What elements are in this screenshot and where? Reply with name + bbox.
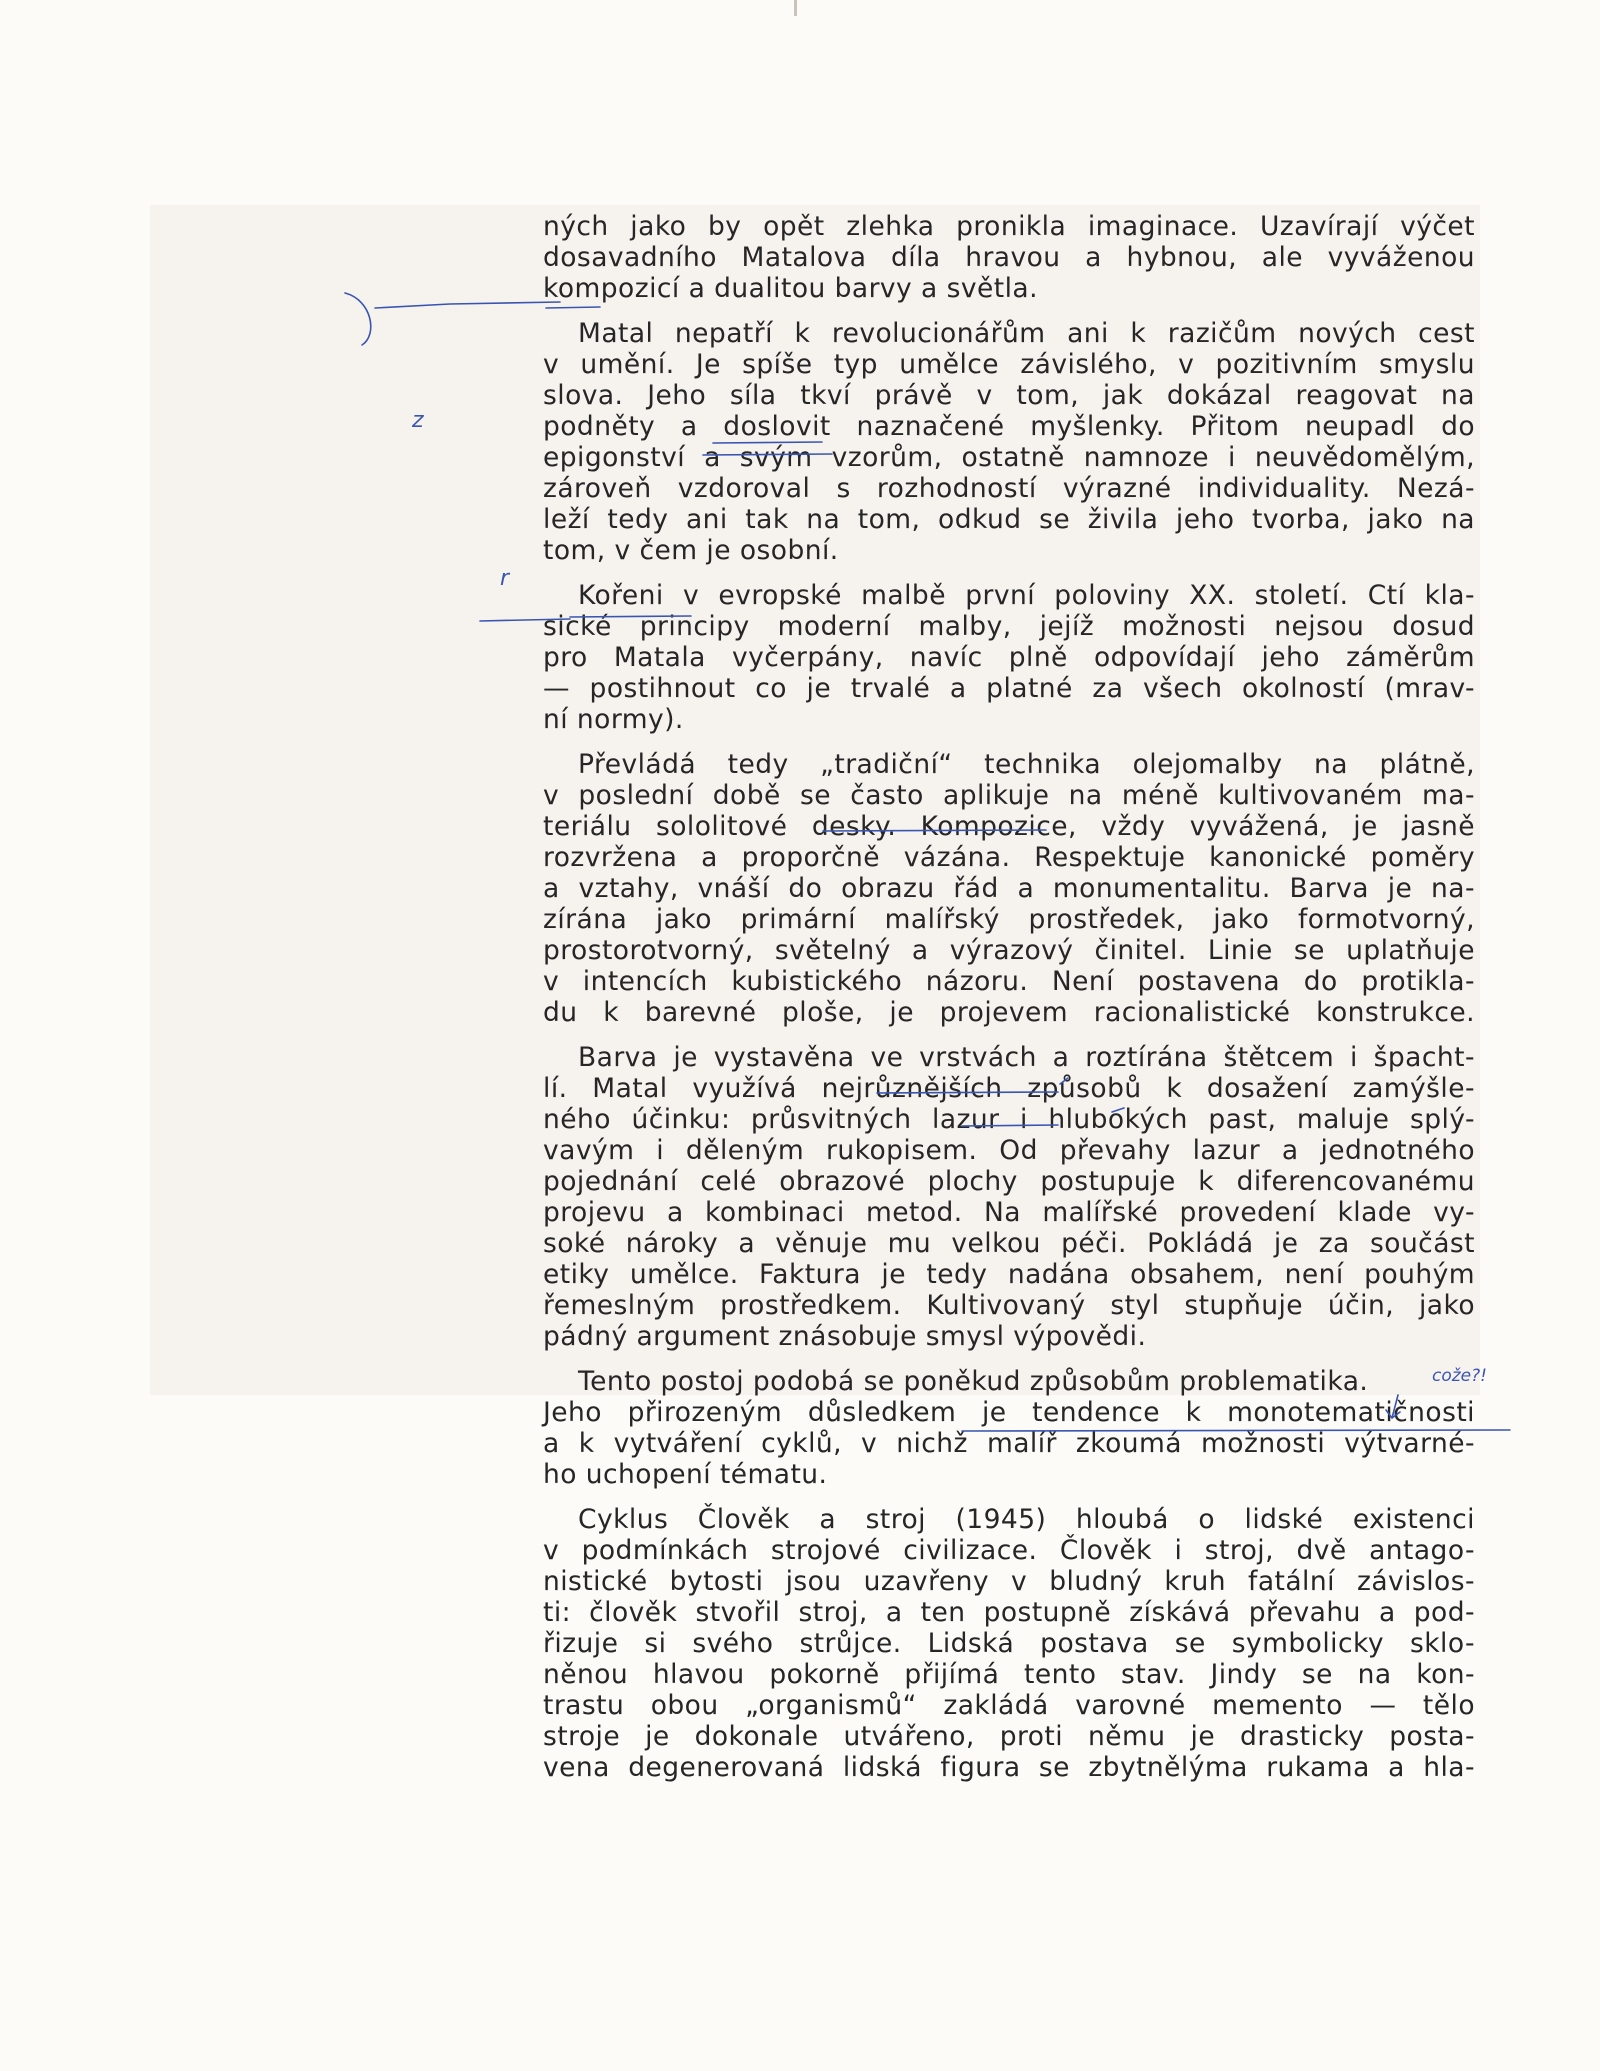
- text-line: soké nároky a věnuje mu velkou péči. Pokládá je za součást: [543, 1228, 1475, 1259]
- underline-mark: [703, 454, 832, 455]
- underline-mark: [570, 616, 691, 617]
- text-line: a k vytváření cyklů, v nichž malíř zkoumá možnosti výtvarné-: [543, 1428, 1475, 1459]
- text-line: něnou hlavou pokorně přijímá tento stav. Jindy se na kon-: [543, 1659, 1475, 1690]
- strike-mark: [1112, 1108, 1124, 1112]
- underline-mark: [962, 1430, 1510, 1431]
- link-line: [375, 302, 560, 308]
- text-line: Převládá tedy „tradiční“ technika olejomalby na plátně,: [578, 749, 1475, 780]
- text-line: pro Matala vyčerpány, navíc plně odpovídají jeho záměrům: [543, 642, 1475, 673]
- arrow-line: [480, 619, 570, 621]
- text-line: lí. Matal využívá nejrůznějších způsobů k dosažení zamýšle-: [543, 1073, 1475, 1104]
- bracket-mark: [345, 293, 371, 345]
- text-line: epigonství a svým vzorům, ostatně namnoze i neuvědomělým,: [543, 442, 1475, 473]
- text-line: ného účinku: průsvitných lazur i hlubokých past, maluje splý-: [543, 1104, 1475, 1135]
- text-line: Matal nepatří k revolucionářům ani k razičům nových cest: [578, 318, 1475, 349]
- text-line: v poslední době se často aplikuje na méně kultivovaném ma-: [543, 780, 1475, 811]
- text-line: ní normy).: [543, 704, 684, 735]
- text-line: Kořeni v evropské malbě první poloviny XX. století. Ctí kla-: [578, 580, 1475, 611]
- underline-mark: [877, 1092, 1058, 1093]
- arrow-mark: [1386, 1395, 1400, 1418]
- margin-annotation-r: r: [500, 566, 510, 591]
- text-line: du k barevné ploše, je projevem racionalistické konstrukce.: [543, 997, 1475, 1028]
- text-line: zároveň vzdoroval s rozhodností výrazné individuality. Nezá-: [543, 473, 1475, 504]
- underline-mark: [823, 830, 1046, 831]
- text-line: pojednání celé obrazové plochy postupuje k diferencovanému: [543, 1166, 1475, 1197]
- tick-mark: [1060, 1078, 1068, 1084]
- text-line: ných jako by opět zlehka pronikla imaginace. Uzavírají výčet: [543, 211, 1475, 242]
- text-line: prostorotvorný, světelný a výrazový činitel. Linie se uplatňuje: [543, 935, 1475, 966]
- text-line: Cyklus Člověk a stroj (1945) hloubá o lidské existenci: [578, 1504, 1475, 1535]
- text-line: v umění. Je spíše typ umělce závislého, v pozitivním smyslu: [543, 349, 1475, 380]
- text-line: teriálu sololitové desky. Kompozice, vždy vyvážená, je jasně: [543, 811, 1475, 842]
- text-line: nistické bytosti jsou uzavřeny v bludný kruh fatální závislos-: [543, 1566, 1475, 1597]
- text-line: tom, v čem je osobní.: [543, 535, 839, 566]
- text-line: stroje je dokonale utvářeno, proti němu je drasticky posta-: [543, 1721, 1475, 1752]
- underline-mark: [546, 307, 600, 308]
- margin-annotation-note: cože?!: [1432, 1366, 1487, 1386]
- underline-mark: [713, 442, 822, 443]
- text-line: projevu a kombinaci metod. Na malířské provedení klade vy-: [543, 1197, 1475, 1228]
- text-line: leží tedy ani tak na tom, odkud se živila jeho tvorba, jako na: [543, 504, 1475, 535]
- text-line: rozvržena a proporčně vázána. Respektuje kanonické poměry: [543, 842, 1475, 873]
- text-line: vena degenerovaná lidská figura se zbytnělýma rukama a hla-: [543, 1752, 1475, 1783]
- text-line: zírána jako primární malířský prostředek, jako formotvorný,: [543, 904, 1475, 935]
- text-line: kompozicí a dualitou barvy a světla.: [543, 273, 1038, 304]
- text-line: Jeho přirozeným důsledkem je tendence k monotematičnosti: [543, 1397, 1475, 1428]
- text-line: dosavadního Matalova díla hravou a hybnou, ale vyváženou: [543, 242, 1475, 273]
- text-line: podněty a doslovit naznačené myšlenky. Přitom neupadl do: [543, 411, 1475, 442]
- underline-mark: [962, 1125, 1058, 1126]
- text-line: etiky umělce. Faktura je tedy nadána obsahem, není pouhým: [543, 1259, 1475, 1290]
- text-line: řemeslným prostředkem. Kultivovaný styl stupňuje účin, jako: [543, 1290, 1475, 1321]
- text-line: slova. Jeho síla tkví právě v tom, jak dokázal reagovat na: [543, 380, 1475, 411]
- text-line: v intencích kubistického názoru. Není postavena do protikla-: [543, 966, 1475, 997]
- text-line: ti: člověk stvořil stroj, a ten postupně získává převahu a pod-: [543, 1597, 1475, 1628]
- text-line: vavým i děleným rukopisem. Od převahy lazur a jednotného: [543, 1135, 1475, 1166]
- text-line: ho uchopení tématu.: [543, 1459, 828, 1490]
- text-line: Tento postoj podobá se poněkud způsobům problematika.: [578, 1366, 1369, 1397]
- text-line: sické principy moderní malby, jejíž možnosti nejsou dosud: [543, 611, 1475, 642]
- text-line: Barva je vystavěna ve vrstvách a roztírána štětcem i špacht-: [578, 1042, 1475, 1073]
- text-line: řizuje si svého strůjce. Lidská postava se symbolicky sklo-: [543, 1628, 1475, 1659]
- text-line: v podmínkách strojové civilizace. Člověk i stroj, dvě antago-: [543, 1535, 1475, 1566]
- text-line: — postihnout co je trvalé a platné za všech okolností (mrav-: [543, 673, 1475, 704]
- text-line: trastu obou „organismů“ zakládá varovné memento — tělo: [543, 1690, 1475, 1721]
- text-line: pádný argument znásobuje smysl výpovědi.: [543, 1321, 1147, 1352]
- text-line: a vztahy, vnáší do obrazu řád a monumentalitu. Barva je na-: [543, 873, 1475, 904]
- margin-annotation-z: z: [412, 408, 424, 433]
